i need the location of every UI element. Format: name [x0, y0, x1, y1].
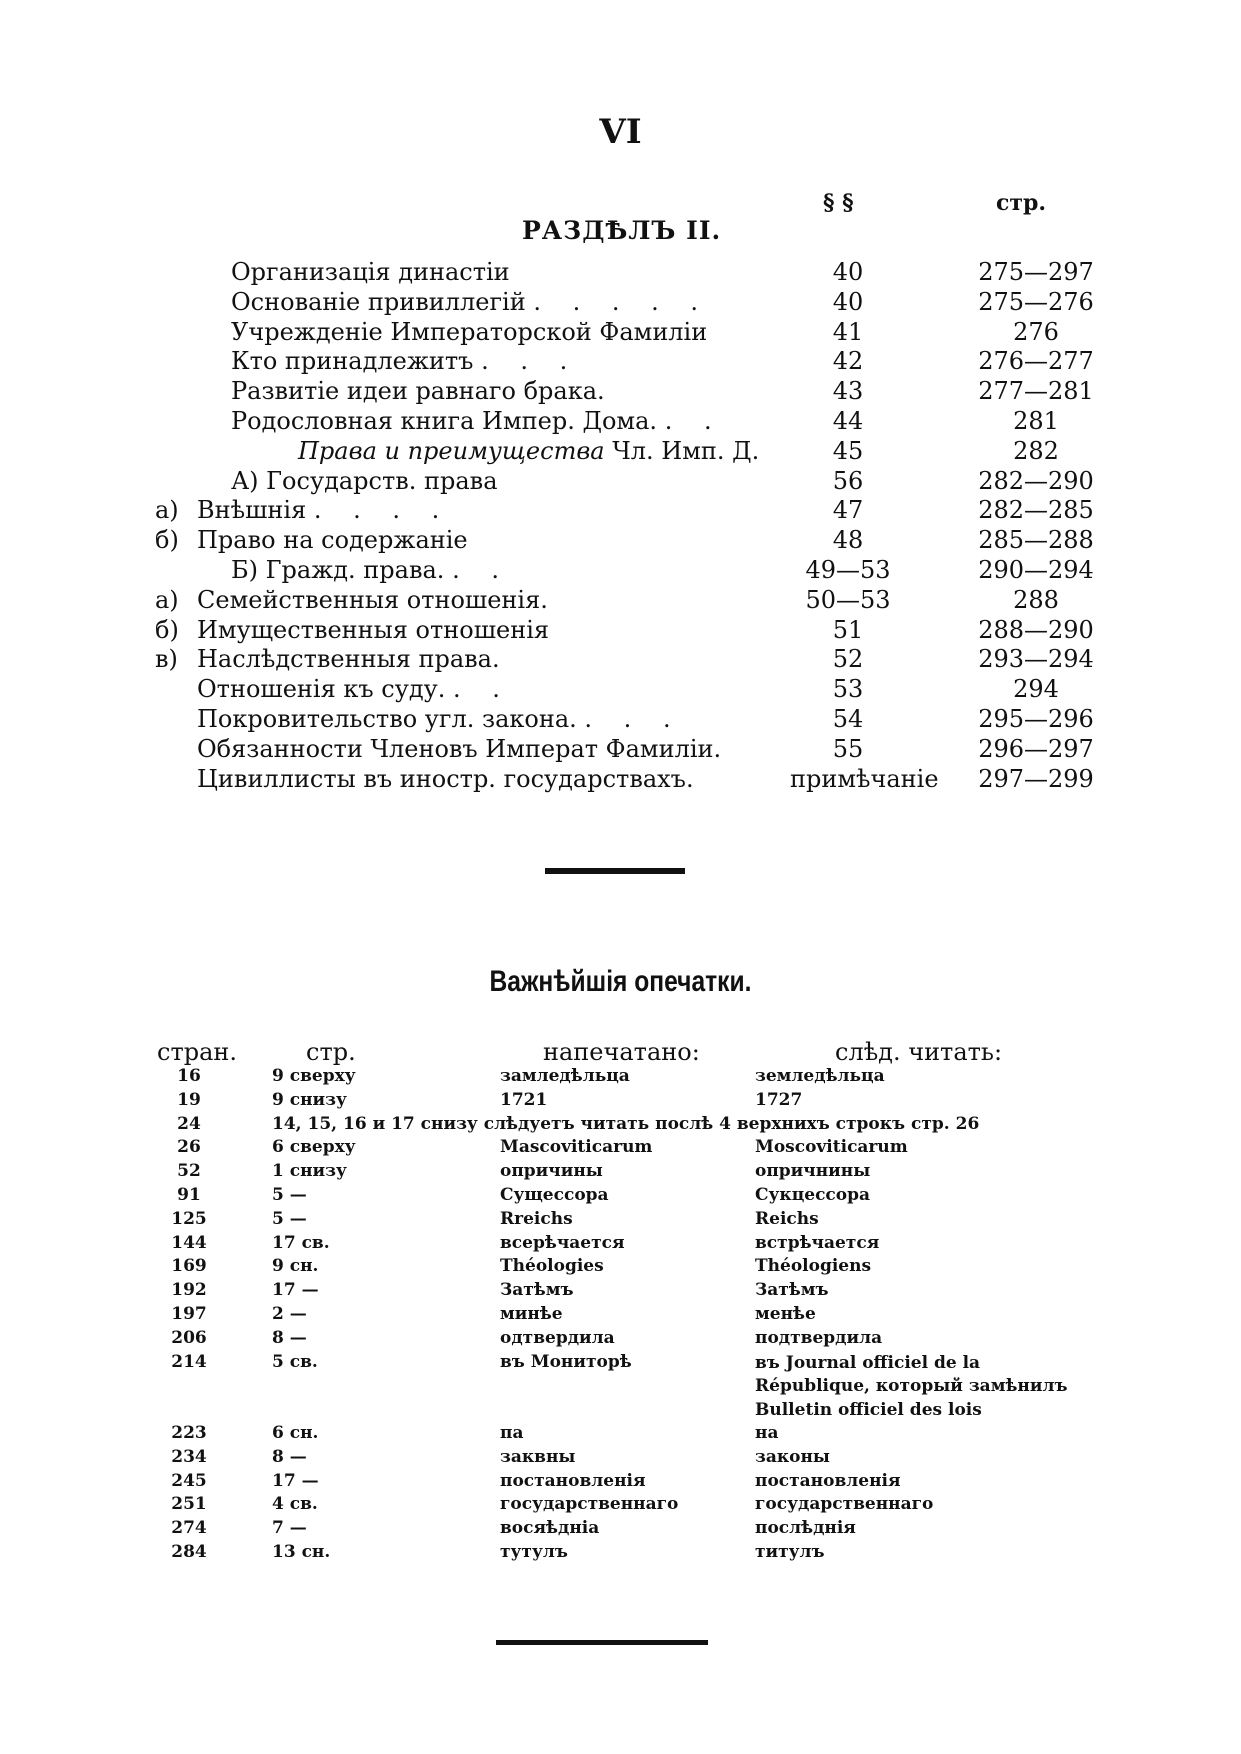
errata-row: [0, 1114, 1241, 1138]
toc-row-pages: 277—281: [978, 377, 1094, 406]
toc-row-text: Основаніе привиллегій: [231, 287, 526, 316]
toc-row-letter: б): [155, 615, 179, 644]
errata-printed: опричины: [500, 1161, 603, 1182]
errata-page: 144: [171, 1232, 207, 1253]
errata-row: [0, 1471, 1241, 1495]
toc-row-text: Развитіе идеи равнаго брака.: [231, 377, 605, 406]
toc-row-text: Кто принадлежитъ: [231, 347, 474, 376]
toc-row-title: [197, 705, 683, 733]
errata-read: въ Journal officiel de la République, который замѣнилъ Bulletin officiel des lois: [755, 1352, 1068, 1421]
errata-row: [0, 1161, 1241, 1185]
toc-row: [0, 526, 1241, 556]
errata-read: постановленія: [755, 1470, 901, 1491]
toc-row-text: Наслѣдственныя права.: [197, 645, 500, 674]
toc-row-title: [231, 407, 724, 435]
section-title: РАЗДѢЛЪ II.: [522, 216, 722, 245]
toc-row-pages: 285—288: [978, 526, 1094, 555]
errata-page: 26: [177, 1137, 201, 1158]
toc-row-text: Отношенія къ суду.: [197, 675, 446, 704]
toc-row: [0, 675, 1241, 705]
errata-page: 19: [177, 1089, 201, 1110]
errata-line: 17 —: [272, 1280, 319, 1301]
toc-row-text: Учрежденіе Императорской Фамиліи: [231, 317, 708, 346]
errata-line: 8 —: [272, 1446, 307, 1467]
errata-read: законы: [755, 1446, 830, 1467]
divider: [545, 868, 685, 874]
toc-row-pages: 293—294: [978, 645, 1094, 674]
errata-row: [0, 1233, 1241, 1257]
errata-printed: одтвердила: [500, 1327, 615, 1348]
errata-header-printed: напечатано:: [543, 1038, 700, 1066]
errata-read: встрѣчается: [755, 1232, 880, 1253]
errata-printed: постановленія: [500, 1470, 646, 1491]
errata-line: 9 сверху: [272, 1066, 356, 1086]
toc-row-text: Родословная книга Импер. Дома.: [231, 406, 658, 435]
errata-line: 6 сверху: [272, 1137, 356, 1158]
toc-row-sections: 50—53: [805, 585, 891, 614]
errata-printed: Théologies: [500, 1256, 604, 1277]
toc-row-letter: б): [155, 526, 179, 555]
errata-printed: всерѣчается: [500, 1232, 625, 1253]
errata-table: [0, 1066, 1241, 1566]
toc-row-letter: в): [155, 645, 178, 674]
toc-row-pages: 296—297: [978, 734, 1094, 763]
toc-row-sections: 43: [832, 377, 864, 406]
errata-row: [0, 1494, 1241, 1518]
toc-row-sections: 42: [832, 347, 864, 376]
toc-row: [0, 705, 1241, 735]
errata-page: 197: [171, 1303, 207, 1324]
toc-row-title: [197, 645, 500, 673]
errata-read: титулъ: [755, 1541, 825, 1562]
toc-row-text: Внѣшнія: [197, 496, 307, 525]
errata-line: 17 —: [272, 1470, 319, 1491]
errata-line: 5 —: [272, 1208, 307, 1229]
errata-row: [0, 1256, 1241, 1280]
errata-page: 16: [177, 1066, 201, 1086]
errata-line: 4 св.: [272, 1494, 318, 1515]
errata-line: 6 сн.: [272, 1422, 319, 1443]
errata-printed: государственнаго: [500, 1494, 679, 1515]
toc-row-title: [231, 377, 605, 405]
errata-printed: Rreichs: [500, 1208, 573, 1229]
toc-row-title: [231, 318, 707, 346]
toc-header-sections: § §: [823, 190, 854, 216]
errata-line: 5 —: [272, 1184, 307, 1205]
toc-row-pages: 297—299: [978, 764, 1094, 793]
errata-read: Reichs: [755, 1208, 819, 1229]
errata-header-line: стр.: [306, 1038, 356, 1066]
toc-row-leader: . .: [452, 675, 512, 704]
errata-page: 52: [177, 1161, 201, 1182]
errata-printed: Сущессора: [500, 1184, 609, 1205]
toc-row-pages: 282—285: [978, 496, 1094, 525]
errata-read: послѣднія: [755, 1518, 856, 1539]
page-number: VI: [599, 112, 642, 152]
toc-row-title: [298, 437, 759, 465]
toc-row: [0, 407, 1241, 437]
toc-row-sections: 53: [832, 675, 864, 704]
errata-line: 9 снизу: [272, 1089, 347, 1110]
toc-row: [0, 735, 1241, 765]
toc-row-text: Организація династіи: [231, 258, 510, 286]
errata-row: [0, 1328, 1241, 1352]
errata-page: 234: [171, 1446, 207, 1467]
errata-read: Затѣмъ: [755, 1280, 829, 1301]
toc-row-sections: 54: [832, 704, 864, 733]
toc-row-text: Семейственныя отношенія.: [197, 585, 548, 614]
errata-page: 206: [171, 1327, 207, 1348]
toc-row-pages: 288—290: [978, 615, 1094, 644]
toc-row-title: [197, 496, 451, 524]
errata-row: [0, 1185, 1241, 1209]
errata-page: 284: [171, 1541, 207, 1562]
toc-row-title: [197, 735, 721, 763]
toc-row-title: [197, 616, 549, 644]
errata-line: 1 снизу: [272, 1161, 347, 1182]
errata-row: [0, 1352, 1241, 1423]
toc-row-title: [197, 765, 694, 793]
toc-row: [0, 377, 1241, 407]
toc-header-pages: стр.: [996, 190, 1047, 216]
errata-printed: въ Мониторѣ: [500, 1351, 632, 1372]
toc-row-letter: а): [155, 585, 179, 614]
toc-row: [0, 496, 1241, 526]
toc-row-pages: 294: [1013, 675, 1059, 704]
errata-printed: па: [500, 1422, 524, 1443]
toc-row-leader: . .: [452, 555, 511, 584]
toc-row: [0, 288, 1241, 318]
errata-row: [0, 1090, 1241, 1114]
toc-row-pages: 276—277: [978, 347, 1094, 376]
errata-row: [0, 1209, 1241, 1233]
toc-row: [0, 258, 1241, 288]
toc-row-leader: . . .: [584, 704, 683, 733]
toc-row: [0, 765, 1241, 795]
toc-row-sections: 40: [832, 287, 864, 316]
toc-row-title: [231, 467, 498, 495]
errata-page: 91: [177, 1184, 201, 1205]
toc-row: [0, 467, 1241, 497]
toc-row-title: [231, 288, 710, 316]
errata-read: Théologiens: [755, 1256, 872, 1277]
errata-read: на: [755, 1422, 779, 1443]
errata-page: 223: [171, 1422, 207, 1443]
errata-row: [0, 1066, 1241, 1090]
toc-row: [0, 347, 1241, 377]
toc-row: [0, 318, 1241, 348]
errata-printed: минѣе: [500, 1303, 563, 1324]
errata-page: 245: [171, 1470, 207, 1491]
errata-printed: Mascoviticarum: [500, 1137, 653, 1158]
errata-printed: Затѣмъ: [500, 1280, 574, 1301]
errata-line: 8 —: [272, 1327, 307, 1348]
toc-row-text: А) Государств. права: [231, 466, 498, 495]
toc-row-text: Имущественныя отношенія: [197, 615, 550, 644]
errata-line: 14, 15, 16 и 17 снизу слѣдуетъ читать послѣ 4 верхнихъ строкъ стр. 26: [272, 1113, 980, 1134]
toc-row: [0, 437, 1241, 467]
errata-row: [0, 1304, 1241, 1328]
toc-row-text: Покровительство угл. закона.: [197, 704, 577, 733]
toc-row-sections: 56: [832, 466, 864, 495]
toc-row: [0, 616, 1241, 646]
errata-page: 251: [171, 1494, 207, 1515]
errata-printed: замледѣльца: [500, 1066, 630, 1086]
errata-printed: заквны: [500, 1446, 576, 1467]
toc-row-title: [231, 347, 579, 375]
toc-table: [0, 258, 1241, 794]
errata-line: 7 —: [272, 1518, 307, 1539]
toc-row-sections: 41: [832, 317, 864, 346]
errata-row: [0, 1137, 1241, 1161]
errata-line: 17 св.: [272, 1232, 330, 1253]
errata-line: 5 св.: [272, 1351, 318, 1372]
errata-line: 13 сн.: [272, 1541, 331, 1562]
toc-row: [0, 645, 1241, 675]
toc-row-leader: . . . .: [313, 496, 452, 525]
errata-read: Moscoviticarum: [755, 1137, 908, 1158]
errata-read: Сукцессора: [755, 1184, 871, 1205]
toc-row-pages: 295—296: [978, 704, 1094, 733]
errata-row: [0, 1280, 1241, 1304]
toc-row-text: Б) Гражд. права.: [231, 555, 445, 584]
toc-row-pages: 275—297: [978, 258, 1094, 286]
toc-row-letter: а): [155, 496, 179, 525]
toc-row-sections: 44: [832, 406, 864, 435]
errata-page: 214: [171, 1351, 207, 1372]
toc-row: [0, 556, 1241, 586]
toc-row-title: [197, 526, 468, 554]
toc-row-pages: 282: [1013, 436, 1059, 465]
toc-row-sections: 48: [832, 526, 864, 555]
errata-row: [0, 1542, 1241, 1566]
errata-printed: восяѣдніа: [500, 1518, 600, 1539]
toc-row-pages: 282—290: [978, 466, 1094, 495]
errata-page: 24: [177, 1113, 201, 1134]
errata-read: 1727: [755, 1089, 803, 1110]
toc-row-leader: . . .: [481, 347, 580, 376]
toc-row-pages: 288: [1013, 585, 1059, 614]
errata-read: опричнины: [755, 1161, 871, 1182]
errata-row: [0, 1447, 1241, 1471]
errata-page: 125: [171, 1208, 207, 1229]
toc-row-pages: 275—276: [978, 287, 1094, 316]
toc-row-sections: 45: [832, 436, 864, 465]
toc-row-sections: примѣчаніе: [790, 764, 939, 793]
toc-row-text: Обязанности Членовъ Императ Фамиліи.: [197, 734, 722, 763]
toc-row-leader: . .: [664, 406, 724, 435]
toc-row-sections: 55: [832, 734, 864, 763]
errata-printed: 1721: [500, 1089, 548, 1110]
toc-row-title: [231, 556, 511, 584]
toc-row-title: [197, 586, 548, 614]
toc-row-text: Право на содержаніе: [197, 526, 468, 555]
toc-row-sections: 51: [832, 615, 864, 644]
toc-row-text: Чл. Имп. Д.: [612, 436, 760, 465]
errata-line: 2 —: [272, 1303, 307, 1324]
errata-page: 169: [171, 1256, 207, 1277]
errata-read: менѣе: [755, 1303, 816, 1324]
errata-read: земледѣльца: [755, 1066, 885, 1086]
errata-row: [0, 1423, 1241, 1447]
toc-row-title: [197, 675, 512, 703]
toc-row-text: Цивиллисты въ иностр. государствахъ.: [197, 764, 694, 793]
errata-printed: тутулъ: [500, 1541, 568, 1562]
errata-read: государственнаго: [755, 1494, 934, 1515]
toc-row: [0, 586, 1241, 616]
errata-title: Важнѣйшія опечатки.: [489, 965, 752, 998]
errata-row: [0, 1518, 1241, 1542]
errata-page: 192: [171, 1280, 207, 1301]
toc-row-sections: 40: [832, 258, 864, 286]
toc-row-title: [231, 258, 510, 286]
errata-page: 274: [171, 1518, 207, 1539]
toc-row-pages: 290—294: [978, 555, 1094, 584]
toc-row-italic: Права и преимущества: [298, 436, 605, 465]
errata-header-read: слѣд. читать:: [835, 1038, 1003, 1066]
errata-line: 9 сн.: [272, 1256, 319, 1277]
toc-row-sections: 52: [832, 645, 864, 674]
toc-row-sections: 47: [832, 496, 864, 525]
toc-row-pages: 281: [1013, 406, 1059, 435]
toc-row-sections: 49—53: [805, 555, 891, 584]
errata-read: подтвердила: [755, 1327, 883, 1348]
divider: [496, 1640, 708, 1645]
errata-header-page: стран.: [157, 1038, 238, 1066]
toc-row-leader: . . . . .: [533, 287, 711, 316]
toc-row-pages: 276: [1013, 317, 1059, 346]
